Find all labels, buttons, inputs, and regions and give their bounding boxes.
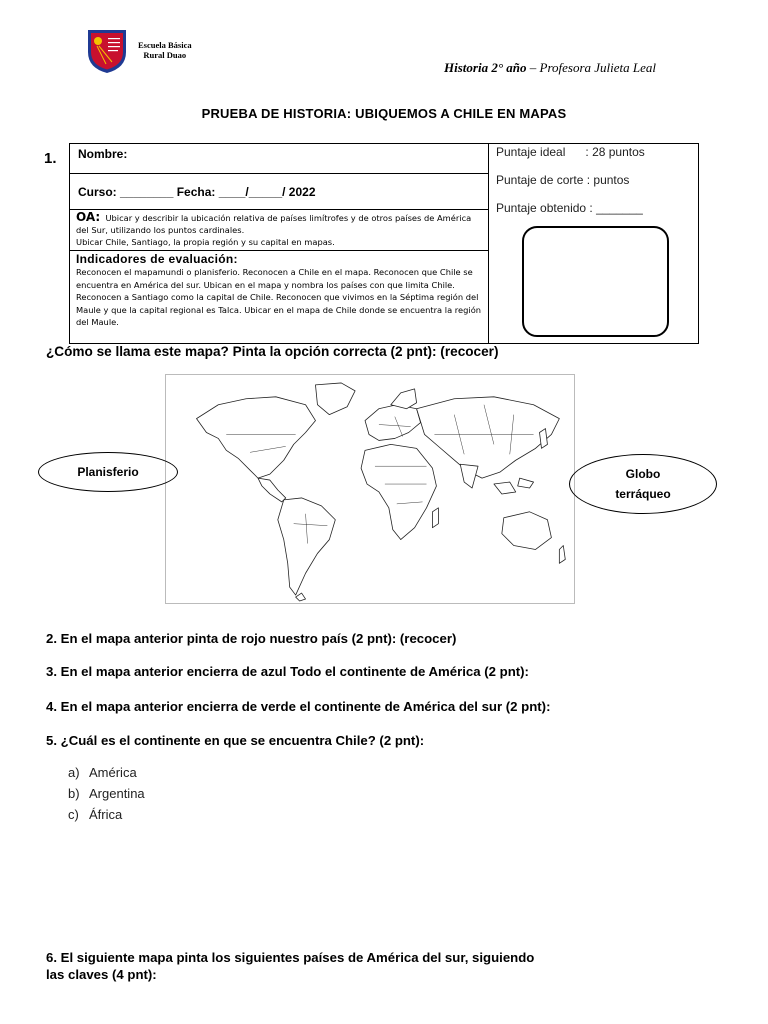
school-name	[138, 40, 192, 60]
header-dash: –	[526, 60, 540, 75]
subject-teacher-header	[444, 60, 656, 76]
question-6-line2: las claves (4 pnt):	[46, 967, 157, 982]
puntaje-corte: Puntaje de corte : puntos	[496, 173, 630, 187]
oa-label: OA:	[76, 210, 101, 224]
curso-fecha-cell[interactable]	[70, 174, 488, 210]
puntaje-ideal	[496, 145, 645, 159]
subject-label: Historia 2° año	[444, 60, 527, 75]
option-item[interactable]	[68, 783, 145, 804]
indicadores-cell	[70, 251, 488, 343]
score-box[interactable]	[522, 226, 669, 337]
option-item[interactable]	[68, 762, 145, 783]
question-1-number: 1.	[44, 150, 57, 167]
page-title: PRUEBA DE HISTORIA: UBIQUEMOS A CHILE EN MAPAS	[201, 106, 567, 121]
oa-cell	[70, 210, 488, 251]
indicadores-text: Reconocen el mapamundi o planisferio. Reconocen a Chile en el mapa. Reconocen que Chile se encuentra en América del sur. Ubican en el mapa y nombra los países con que limita Chile. Reconocen a Santiago como la capital de Chile. Reconocen que vivimos en la Séptima región del Maule y que la capital regional es Talca. Ubicar en el mapa de Chile donde se encuentra la región del Maule.	[76, 267, 482, 328]
info-left-column	[70, 144, 489, 343]
option-letter: c)	[68, 807, 79, 822]
world-map-outline	[165, 374, 575, 604]
school-name-line1: Escuela Básica	[138, 40, 192, 50]
school-crest-logo	[86, 28, 128, 74]
puntaje-obtenido: Puntaje obtenido : _______	[496, 201, 643, 215]
option-planisferio-label: Planisferio	[77, 465, 139, 479]
option-text: Argentina	[89, 786, 145, 801]
question-5: 5. ¿Cuál es el continente en que se encuentra Chile? (2 pnt):	[46, 733, 425, 748]
question-4: 4. En el mapa anterior encierra de verde el continente de América del sur (2 pnt):	[46, 699, 551, 714]
option-text: África	[89, 807, 123, 822]
option-item[interactable]	[68, 804, 145, 825]
option-globo-label-line2: terráqueo	[615, 487, 671, 501]
question-map-name: ¿Cómo se llama este mapa? Pinta la opción correcta (2 pnt): (recocer)	[46, 344, 499, 359]
option-globo-oval[interactable]	[569, 454, 717, 514]
option-globo-label-line1: Globo	[625, 467, 661, 481]
question-2: 2. En el mapa anterior pinta de rojo nuestro país (2 pnt): (recocer)	[46, 631, 457, 646]
student-info-table	[69, 143, 699, 344]
option-planisferio-oval[interactable]	[38, 452, 178, 492]
option-letter: a)	[68, 765, 80, 780]
option-text: América	[89, 765, 137, 780]
oa-text-2: Ubicar Chile, Santiago, la propia región y su capital en mapas.	[76, 237, 335, 248]
puntaje-ideal-value: : 28 puntos	[585, 145, 645, 159]
question-5-options	[68, 762, 145, 825]
school-name-line2: Rural Duao	[143, 50, 187, 60]
curso-fecha-label: Curso: ________ Fecha: ____/_____/ 2022	[78, 185, 316, 199]
teacher-label: Profesora Julieta Leal	[539, 60, 657, 75]
question-6-line1: 6. El siguiente mapa pinta los siguientes países de América del sur, siguiendo	[46, 950, 535, 965]
nombre-cell[interactable]	[70, 144, 488, 174]
option-letter: b)	[68, 786, 80, 801]
nombre-label: Nombre:	[78, 147, 128, 161]
puntaje-ideal-label: Puntaje ideal	[496, 145, 566, 159]
question-3: 3. En el mapa anterior encierra de azul Todo el continente de América (2 pnt):	[46, 664, 529, 679]
oa-text: Ubicar y describir la ubicación relativa de países limítrofes y de otros países de América del Sur, utilizando los puntos cardinales.	[76, 213, 472, 236]
indicadores-label: Indicadores de evaluación:	[76, 252, 238, 266]
